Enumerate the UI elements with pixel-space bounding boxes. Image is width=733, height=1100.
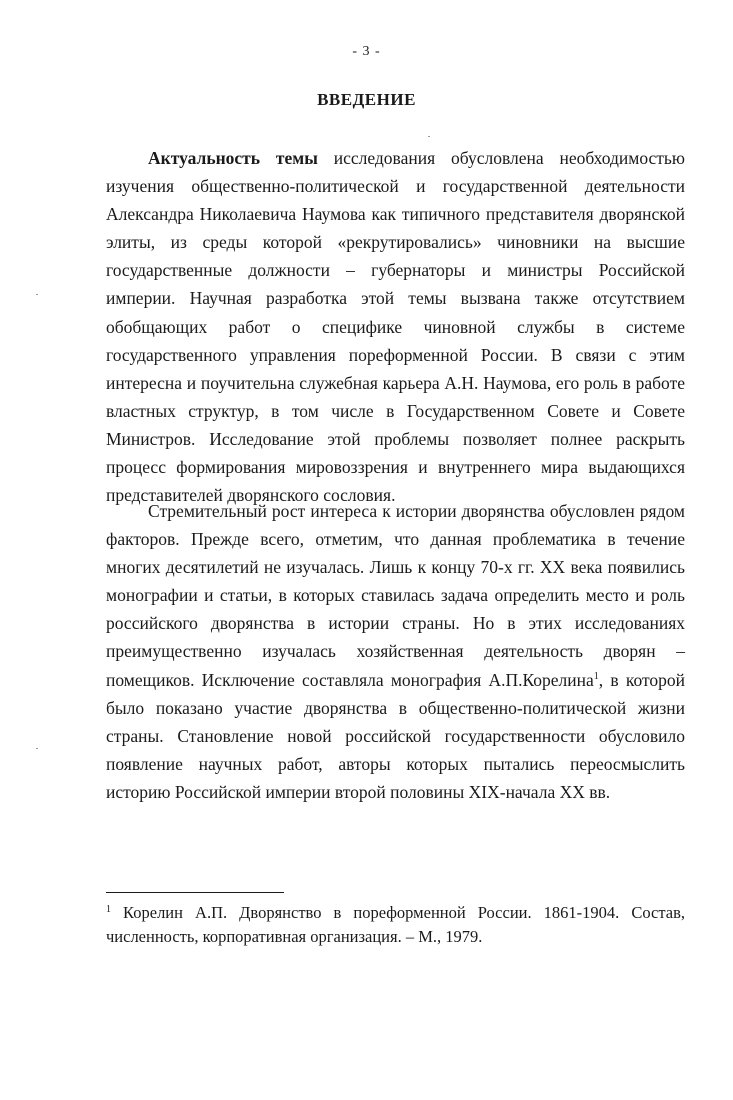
- scan-speck: [36, 294, 38, 295]
- footnote-marker: 1: [106, 904, 111, 915]
- footnote: [106, 901, 685, 949]
- section-heading: ВВЕДЕНИЕ: [317, 90, 416, 109]
- paragraph-relevance: [106, 144, 685, 509]
- scan-speck: [36, 748, 38, 749]
- page-number: - 3 -: [352, 44, 381, 59]
- footnote-separator: [106, 892, 284, 893]
- footnote-text: Корелин А.П. Дворянство в пореформенной России. 1861-1904. Состав, численность, корпоративная организация. – М., 1979.: [106, 903, 685, 946]
- scan-speck: [428, 136, 430, 137]
- relevance-lead: Актуальность темы: [148, 148, 318, 168]
- paragraph-interest: [106, 497, 685, 806]
- interest-text-b: , в которой было показано участие дворянства в общественно-политической жизни страны. Становление новой российской государственности обусловило появление научных работ, авторы которых пытались переосмыслить историю Российской империи второй половины XIX-начала XX вв.: [106, 669, 685, 802]
- relevance-text: исследования обусловлена необходимостью изучения общественно-политической и государственной деятельности Александра Николаевича Наумова как типичного представителя дворянской элиты, из среды которой «рекрутировались» чиновники на высшие государственные должности – губернаторы и министры Российской империи. Научная разработка этой темы вызвана также отсутствием обобщающих работ о специфике чиновной службы в системе государственного управления пореформенной России. В связи с этим интересна и поучительна служебная карьера А.Н. Наумова, его роль в работе властных структур, в том числе в Государственном Совете и Совете Министров. Исследование этой проблемы позволяет полнее раскрыть процесс формирования мировоззрения и внутреннего мира выдающихся представителей дворянского сословия.: [106, 148, 685, 506]
- interest-text-a: Стремительный рост интереса к истории дворянства обусловлен рядом факторов. Прежде всего, отметим, что данная проблематика в течение многих десятилетий не изучалась. Лишь к концу 70-х гг. XX века появились монографии и статьи, в которых ставилась задача определить место и роль российского дворянства в истории страны. Но в этих исследованиях преимущественно изучалась хозяйственная деятельность дворян – помещиков. Исключение составляла монография А.П.Корелина: [106, 501, 685, 690]
- footnote-reference[interactable]: 1: [593, 670, 599, 682]
